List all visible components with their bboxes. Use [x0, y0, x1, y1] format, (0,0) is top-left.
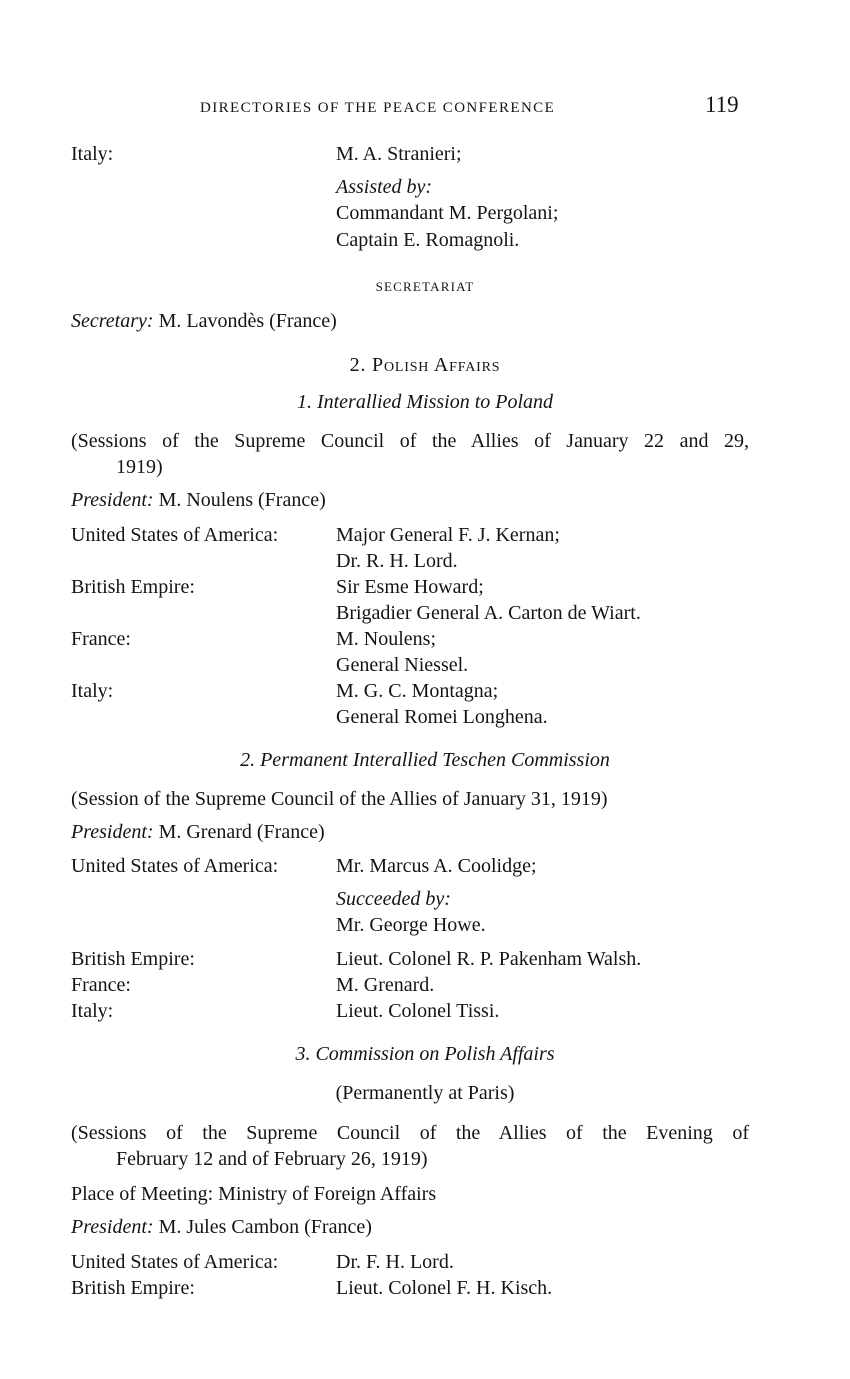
assistant-name: Captain E. Romagnoli.: [336, 229, 520, 251]
member-name: Sir Esme Howard;: [336, 576, 484, 598]
page-number: 119: [705, 92, 739, 117]
subsection-title: 1. Interallied Mission to Poland: [296, 391, 554, 413]
president-line: [71, 1214, 372, 1240]
president-value: M. Jules Cambon (France): [158, 1216, 372, 1238]
subsection-title: 3. Commission on Polish Affairs: [295, 1043, 555, 1065]
sessions-note-continued: February 12 and of February 26, 1919): [116, 1148, 428, 1170]
country-label: France:: [71, 628, 131, 650]
country-label: United States of America:: [71, 524, 279, 546]
member-name: Lieut. Colonel R. P. Pakenham Walsh.: [336, 948, 642, 970]
assisted-by-label: Assisted by:: [336, 176, 433, 198]
member-name: M. Grenard.: [336, 974, 435, 996]
member-name: Lieut. Colonel F. H. Kisch.: [336, 1277, 553, 1299]
member-name: M. Noulens;: [336, 628, 436, 650]
secretary-value: M. Lavondès (France): [158, 310, 337, 332]
secretariat-heading: SECRETARIAT: [375, 279, 475, 294]
sessions-note: (Sessions of the Supreme Council of the Allies of the Evening of: [71, 1122, 749, 1144]
president-line: [71, 819, 325, 845]
place-of-meeting: Place of Meeting: Ministry of Foreign Affairs: [71, 1183, 437, 1205]
president-value: M. Grenard (France): [158, 821, 325, 843]
member-name: Mr. George Howe.: [336, 914, 486, 936]
country-label: United States of America:: [71, 1251, 279, 1273]
secretary-line: [71, 308, 337, 334]
secretary-label: Secretary:: [71, 310, 154, 332]
country-label: Italy:: [71, 143, 114, 165]
section-heading: 2. Polish Affairs: [349, 354, 501, 376]
member-name: General Romei Longhena.: [336, 706, 548, 728]
running-header: DIRECTORIES OF THE PEACE CONFERENCE: [200, 100, 556, 116]
country-label: British Empire:: [71, 1277, 195, 1299]
sessions-note: (Sessions of the Supreme Council of the Allies of January 22 and 29,: [71, 430, 749, 452]
country-label: British Empire:: [71, 948, 195, 970]
member-name: Brigadier General A. Carton de Wiart.: [336, 602, 641, 624]
president-label: President:: [71, 489, 154, 511]
country-label: Italy:: [71, 1000, 114, 1022]
country-label: France:: [71, 974, 131, 996]
country-label: United States of America:: [71, 855, 279, 877]
member-name: Lieut. Colonel Tissi.: [336, 1000, 500, 1022]
assistant-name: Commandant M. Pergolani;: [336, 202, 559, 224]
member-name: Mr. Marcus A. Coolidge;: [336, 855, 537, 877]
member-name: Major General F. J. Kernan;: [336, 524, 560, 546]
president-line: [71, 487, 326, 513]
president-label: President:: [71, 1216, 154, 1238]
subsection-title: 2. Permanent Interallied Teschen Commission: [240, 749, 610, 771]
member-name: Dr. R. H. Lord.: [336, 550, 458, 572]
subsection-subtitle: (Permanently at Paris): [335, 1082, 515, 1104]
succeeded-by-label: Succeeded by:: [336, 888, 451, 910]
president-label: President:: [71, 821, 154, 843]
sessions-note-continued: 1919): [116, 456, 163, 478]
member-name: Dr. F. H. Lord.: [336, 1251, 454, 1273]
member-name: M. G. C. Montagna;: [336, 680, 499, 702]
president-value: M. Noulens (France): [158, 489, 326, 511]
country-label: Italy:: [71, 680, 114, 702]
session-note: (Session of the Supreme Council of the Allies of January 31, 1919): [71, 788, 608, 810]
delegate-name: M. A. Stranieri;: [336, 143, 462, 165]
member-name: General Niessel.: [336, 654, 469, 676]
country-label: British Empire:: [71, 576, 195, 598]
